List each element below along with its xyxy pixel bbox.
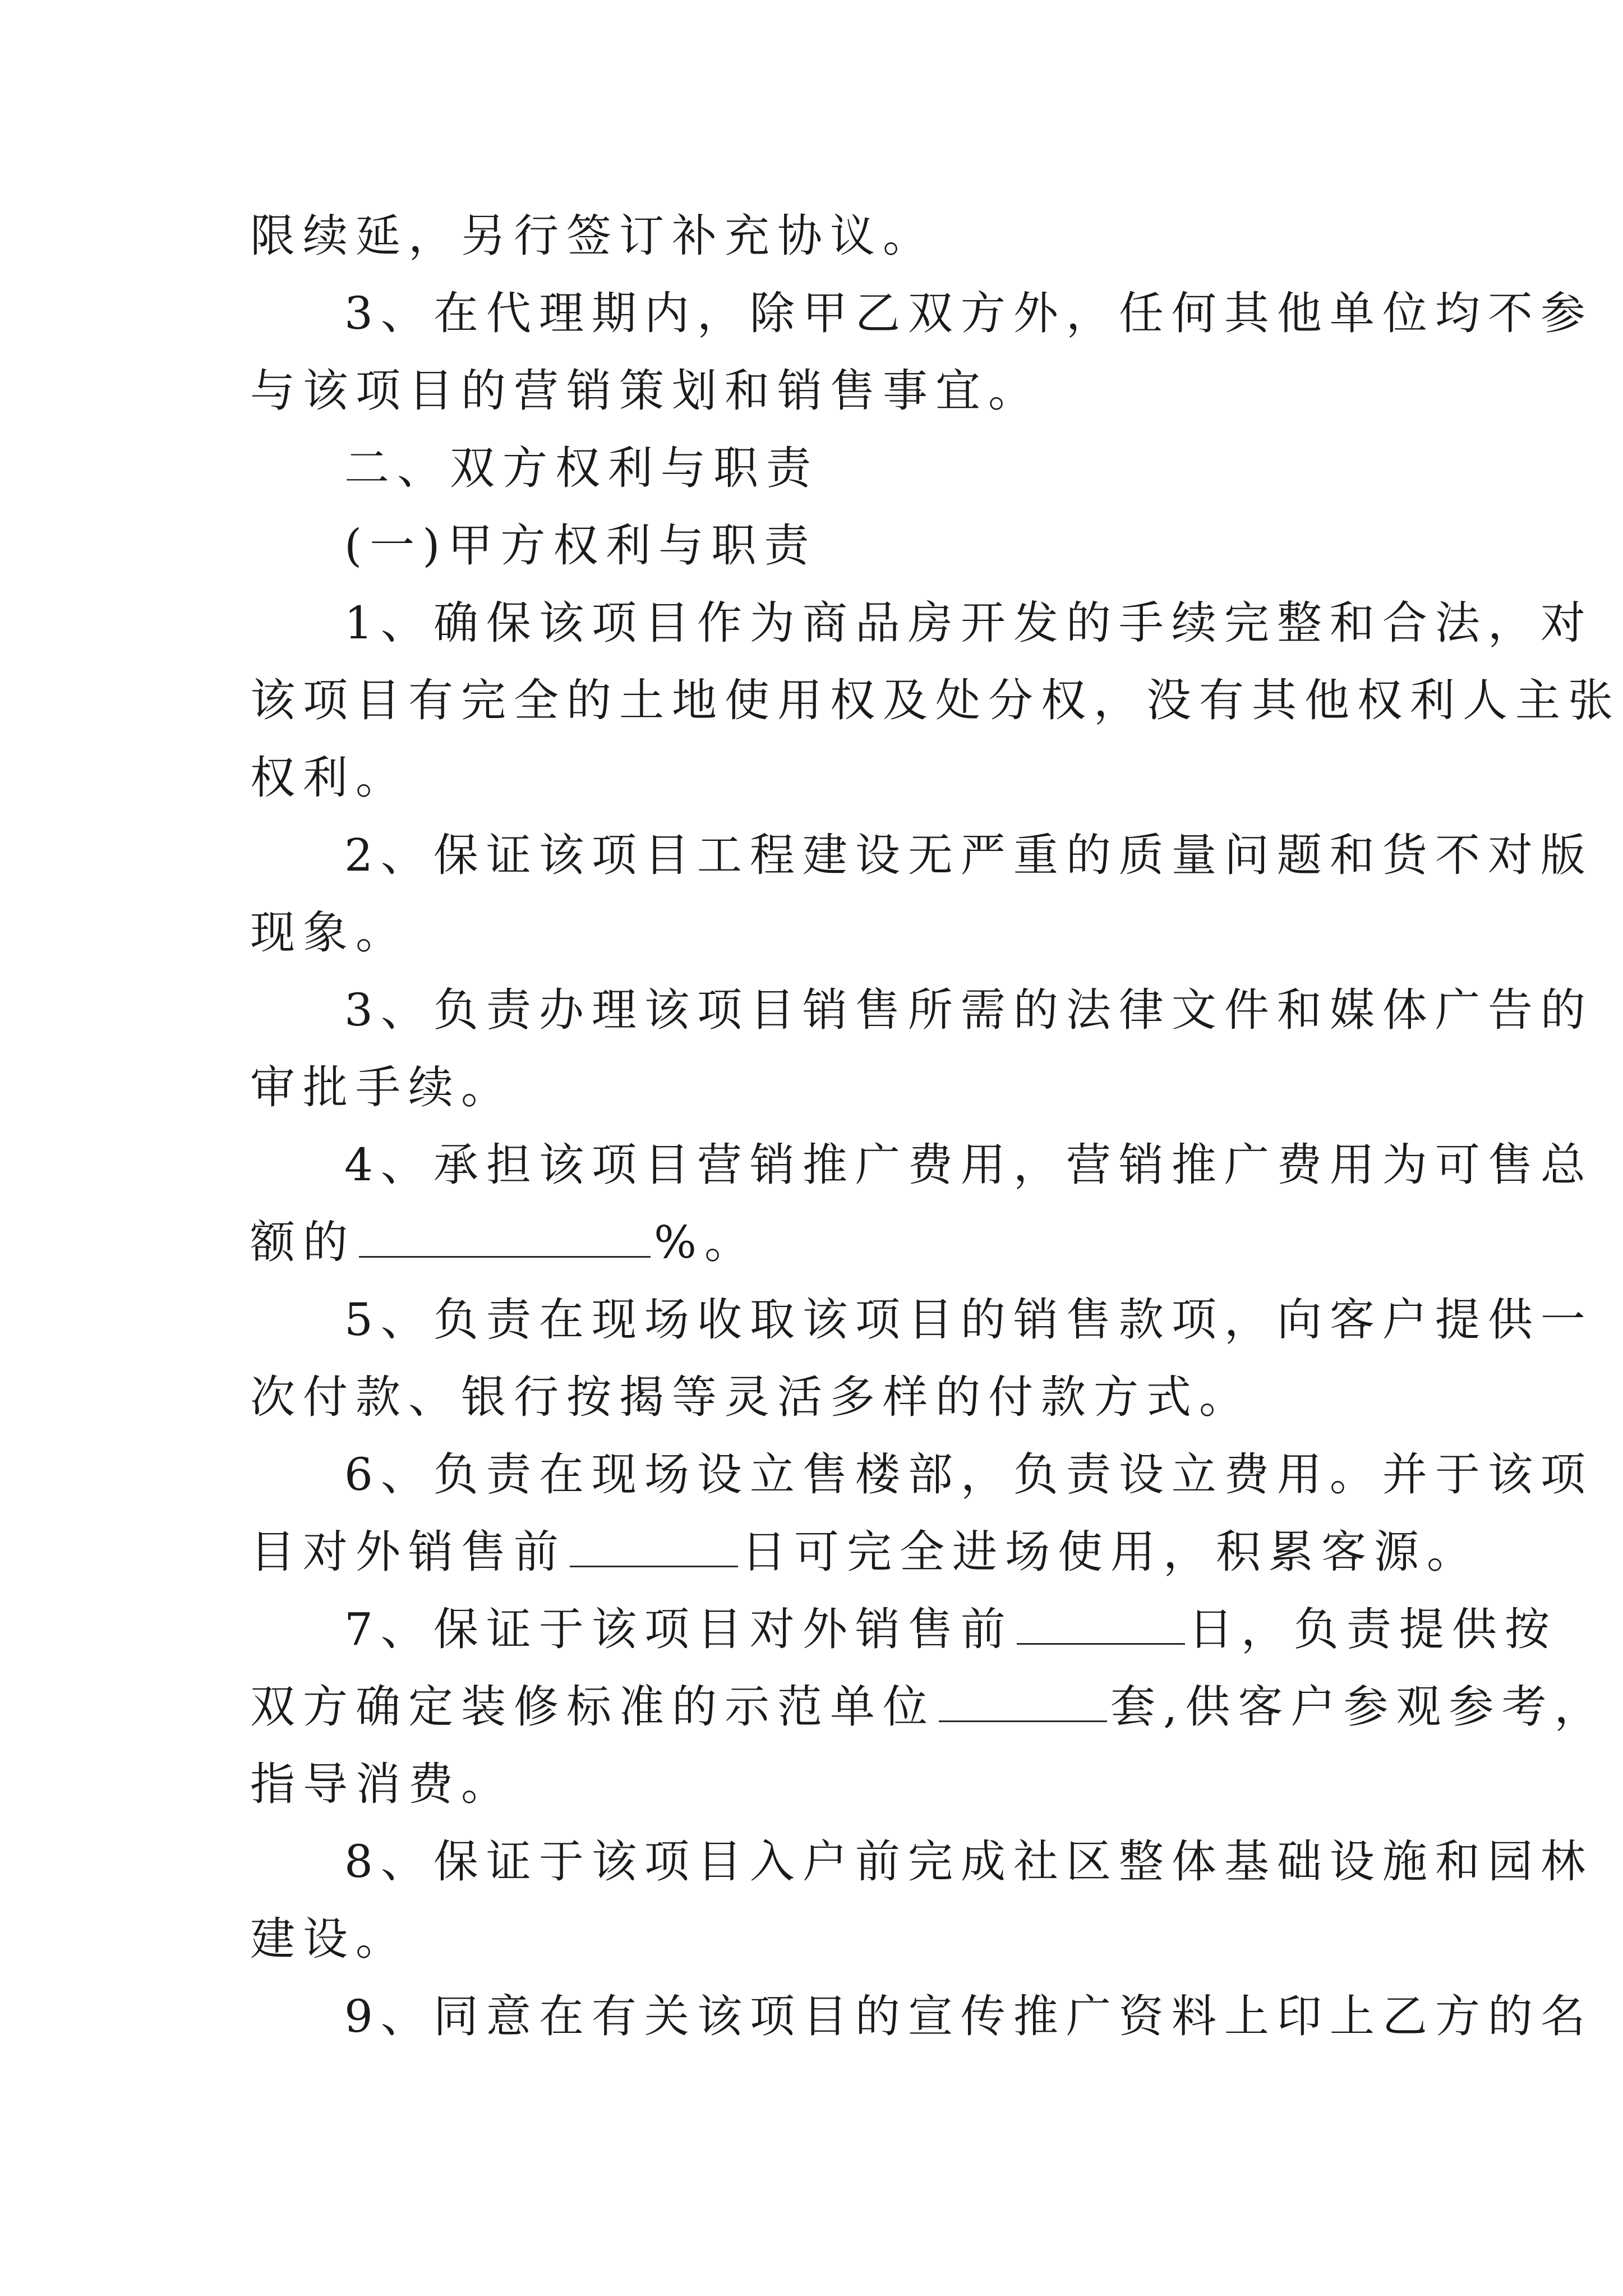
fill-in-blank (939, 1685, 1107, 1722)
subsection-heading: (一)甲方权利与职责 (344, 519, 817, 572)
text-line: 8、保证于该项目入户前完成社区整体基础设施和园林 (344, 1835, 1593, 1888)
text-line: 2、保证该项目工程建设无严重的质量问题和货不对版 (344, 829, 1593, 881)
text-line: 现象。 (250, 907, 408, 959)
text-fragment: 日，负责提供按 (1188, 1603, 1557, 1655)
text-line: 该项目有完全的土地使用权及处分权，没有其他权利人主张 (250, 674, 1621, 726)
text-line: 5、负责在现场收取该项目的销售款项，向客户提供一 (344, 1294, 1593, 1346)
text-fragment: 双方确定装修标准的示范单位 (250, 1681, 935, 1733)
fill-in-blank (1017, 1607, 1185, 1645)
text-line: 3、在代理期内，除甲乙双方外，任何其他单位均不参 (344, 287, 1593, 339)
text-line: 建设。 (250, 1913, 408, 1965)
text-line: 限续延，另行签订补充协议。 (250, 210, 935, 262)
text-line: 审批手续。 (250, 1061, 514, 1114)
text-fragment: 套,供客户参观参考， (1110, 1681, 1607, 1733)
text-line: 与该项目的营销策划和销售事宜。 (250, 365, 1041, 417)
text-line-with-blank (250, 1668, 1607, 1746)
section-heading: 二、双方权利与职责 (344, 442, 819, 494)
text-line: 指导消费。 (250, 1758, 514, 1810)
text-line: 权利。 (250, 752, 408, 804)
text-fragment: %。 (654, 1216, 758, 1268)
text-fragment: 7、保证于该项目对外销售前 (344, 1603, 1013, 1655)
text-line-with-blank (250, 1513, 1479, 1591)
text-line: 4、承担该项目营销推广费用，营销推广费用为可售总 (344, 1139, 1593, 1191)
fill-in-blank (570, 1530, 738, 1567)
fill-in-blank (359, 1220, 651, 1258)
text-fragment: 额的 (250, 1216, 356, 1268)
text-fragment: 目对外销售前 (250, 1526, 566, 1578)
text-line: 3、负责办理该项目销售所需的法律文件和媒体广告的 (344, 984, 1593, 1036)
text-line-with-blank (250, 1204, 1389, 1281)
text-line: 9、同意在有关该项目的宣传推广资料上印上乙方的名 (344, 1990, 1593, 2042)
text-line-with-blank (250, 1591, 1557, 1668)
text-line: 6、负责在现场设立售楼部，负责设立费用。并于该项 (344, 1448, 1593, 1501)
text-line: 次付款、银行按揭等灵活多样的付款方式。 (250, 1371, 1252, 1423)
document-body (250, 197, 1621, 2055)
text-fragment: 日可完全进场使用，积累客源。 (741, 1526, 1479, 1578)
text-line: 1、确保该项目作为商品房开发的手续完整和合法，对 (344, 597, 1593, 649)
